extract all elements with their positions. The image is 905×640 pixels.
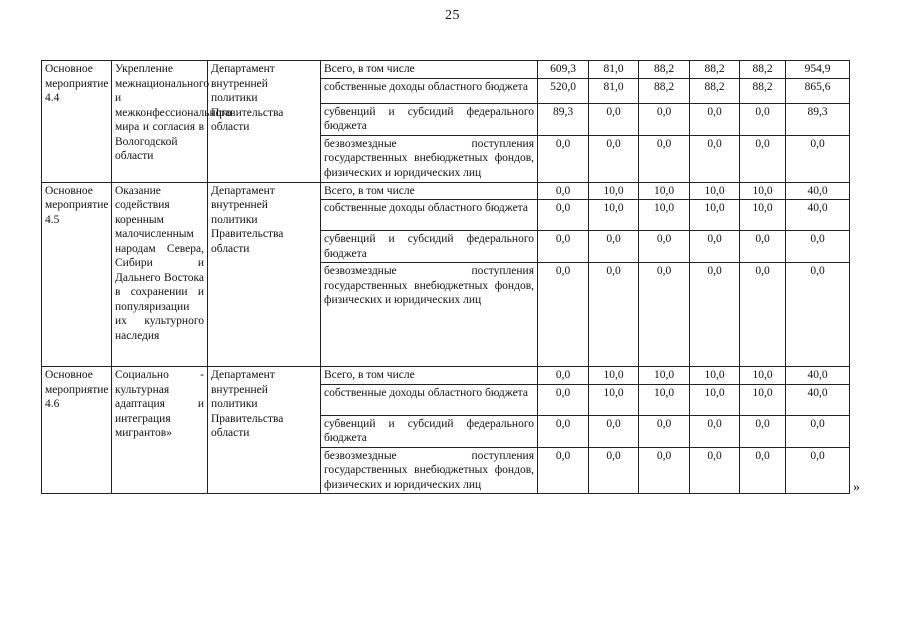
year-value: 10,0	[639, 182, 690, 200]
year-value: 88,2	[690, 78, 740, 103]
year-value: 0,0	[538, 384, 589, 415]
funding-source: безвозмездные поступления государственных внебюджетных фондов, физических и юридических лиц	[321, 263, 538, 367]
year-value: 0,0	[589, 447, 639, 494]
total-value: 0,0	[786, 447, 850, 494]
year-value: 0,0	[538, 415, 589, 447]
year-value: 0,0	[639, 103, 690, 135]
closing-quote: »	[853, 480, 860, 495]
funding-source: субвенций и субсидий федерального бюджета	[321, 415, 538, 447]
total-value: 0,0	[786, 263, 850, 367]
year-value: 10,0	[740, 200, 786, 231]
year-value: 0,0	[639, 415, 690, 447]
funding-source: Всего, в том числе	[321, 367, 538, 385]
table-row	[42, 61, 850, 79]
measure-name: Социально - культурная адаптация и интеграция мигрантов»	[112, 367, 208, 494]
year-value: 10,0	[589, 384, 639, 415]
responsible-department: Департамент внутренней политики Правительства области	[208, 182, 321, 367]
year-value: 0,0	[538, 182, 589, 200]
funding-source: безвозмездные поступления государственных внебюджетных фондов, физических и юридических лиц	[321, 447, 538, 494]
total-value: 0,0	[786, 415, 850, 447]
table-row	[42, 367, 850, 385]
year-value: 10,0	[740, 182, 786, 200]
year-value: 0,0	[538, 263, 589, 367]
year-value: 10,0	[589, 367, 639, 385]
year-value: 88,2	[740, 78, 786, 103]
year-value: 0,0	[690, 231, 740, 263]
year-value: 10,0	[690, 200, 740, 231]
year-value: 0,0	[589, 231, 639, 263]
year-value: 0,0	[639, 263, 690, 367]
year-value: 0,0	[589, 263, 639, 367]
year-value: 10,0	[589, 182, 639, 200]
year-value: 0,0	[538, 200, 589, 231]
total-value: 40,0	[786, 367, 850, 385]
measure-label: Основное мероприятие 4.4	[42, 61, 112, 183]
funding-source: собственные доходы областного бюджета	[321, 78, 538, 103]
year-value: 10,0	[740, 384, 786, 415]
year-value: 81,0	[589, 78, 639, 103]
responsible-department: Департамент внутренней политики Правительства области	[208, 367, 321, 494]
year-value: 0,0	[740, 447, 786, 494]
total-value: 865,6	[786, 78, 850, 103]
year-value: 88,2	[639, 78, 690, 103]
total-value: 40,0	[786, 200, 850, 231]
year-value: 0,0	[690, 447, 740, 494]
year-value: 0,0	[639, 231, 690, 263]
funding-source: Всего, в том числе	[321, 182, 538, 200]
total-value: 40,0	[786, 384, 850, 415]
measure-name: Укрепление межнационального и межконфессионального мира и согласия в Вологодской области	[112, 61, 208, 183]
total-value: 0,0	[786, 231, 850, 263]
year-value: 10,0	[740, 367, 786, 385]
funding-source: собственные доходы областного бюджета	[321, 200, 538, 231]
year-value: 0,0	[589, 103, 639, 135]
year-value: 0,0	[740, 103, 786, 135]
funding-table-body	[42, 61, 850, 494]
responsible-department: Департамент внутренней политики Правительства области	[208, 61, 321, 183]
funding-source: Всего, в том числе	[321, 61, 538, 79]
year-value: 10,0	[690, 182, 740, 200]
year-value: 0,0	[690, 415, 740, 447]
total-value: 0,0	[786, 135, 850, 182]
measure-label: Основное мероприятие 4.6	[42, 367, 112, 494]
year-value: 0,0	[690, 135, 740, 182]
year-value: 10,0	[589, 200, 639, 231]
year-value: 10,0	[639, 200, 690, 231]
year-value: 0,0	[538, 367, 589, 385]
total-value: 954,9	[786, 61, 850, 79]
year-value: 81,0	[589, 61, 639, 79]
page-number: 25	[445, 8, 460, 23]
year-value: 0,0	[690, 103, 740, 135]
measure-name: Оказание содействия коренным малочисленным народам Севера, Сибири и Дальнего Востока в сохранении и популяризации их культурного наследия	[112, 182, 208, 367]
year-value: 88,2	[740, 61, 786, 79]
year-value: 0,0	[538, 447, 589, 494]
year-value: 0,0	[639, 135, 690, 182]
funding-source: субвенций и субсидий федерального бюджета	[321, 103, 538, 135]
funding-source: субвенций и субсидий федерального бюджета	[321, 231, 538, 263]
year-value: 609,3	[538, 61, 589, 79]
year-value: 0,0	[740, 263, 786, 367]
year-value: 0,0	[690, 263, 740, 367]
table-row	[42, 182, 850, 200]
year-value: 0,0	[538, 231, 589, 263]
year-value: 0,0	[639, 447, 690, 494]
year-value: 88,2	[639, 61, 690, 79]
year-value: 10,0	[639, 384, 690, 415]
year-value: 10,0	[690, 367, 740, 385]
year-value: 0,0	[538, 135, 589, 182]
year-value: 0,0	[589, 135, 639, 182]
year-value: 89,3	[538, 103, 589, 135]
year-value: 0,0	[589, 415, 639, 447]
funding-source: собственные доходы областного бюджета	[321, 384, 538, 415]
year-value: 0,0	[740, 135, 786, 182]
year-value: 10,0	[690, 384, 740, 415]
year-value: 88,2	[690, 61, 740, 79]
total-value: 89,3	[786, 103, 850, 135]
year-value: 10,0	[639, 367, 690, 385]
funding-table	[41, 60, 850, 494]
funding-source: безвозмездные поступления государственных внебюджетных фондов, физических и юридических лиц	[321, 135, 538, 182]
total-value: 40,0	[786, 182, 850, 200]
year-value: 0,0	[740, 415, 786, 447]
year-value: 0,0	[740, 231, 786, 263]
measure-label: Основное мероприятие 4.5	[42, 182, 112, 367]
year-value: 520,0	[538, 78, 589, 103]
